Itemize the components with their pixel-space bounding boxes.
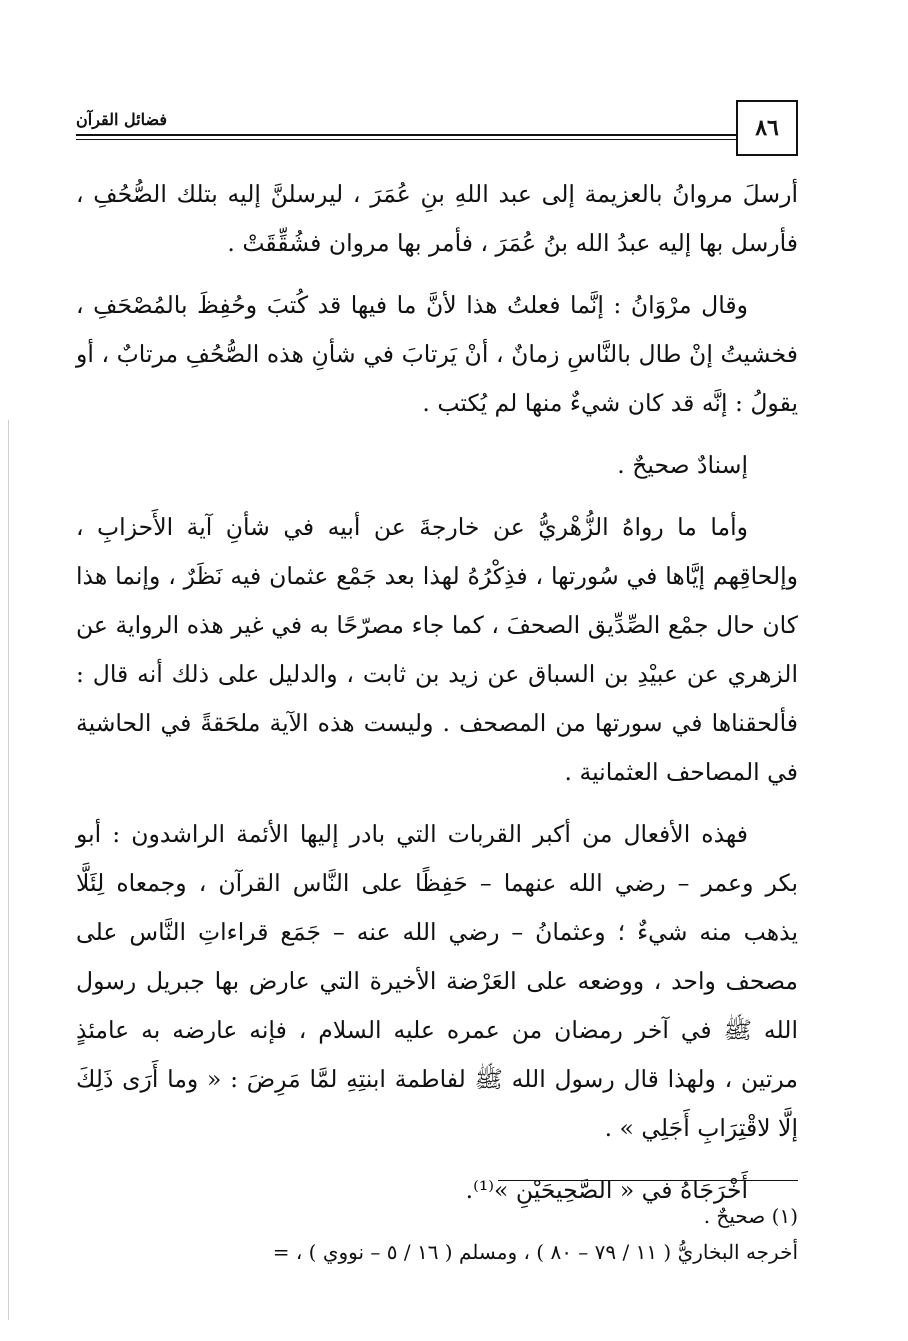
paragraph-5: فهذه الأفعال من أكبر القربات التي بادر إليها الأئمة الراشدون : أبو بكر وعمر – رضي الله عنهما – حَفِظًا على النَّاس القرآن ، وجمعاه لِئَلَّا يذهب منه شيءٌ ؛ وعثمانُ – رضي الله عنه – جَمَع قراءاتِ النَّاس على مصحف واحد ، ووضعه على العَرْضة الأخيرة التي عارض بها جبريل رسول الله ﷺ في آخر رمضان من عمره عليه السلام ، فإنه عارضه به عامئذٍ مرتين ، ولهذا قال رسول الله ﷺ لفاطمة ابنتِهِ لمَّا مَرِضَ : « وما أَرَى ذَلِكَ إلَّا لاقْتِرَابِ أَجَلِي » . [76, 820, 798, 1142]
paragraph-3: إسنادٌ صحيحٌ . [617, 451, 748, 479]
footnote-1-text: أخرجه البخاريُّ ( ١١ / ٧٩ – ٨٠ ) ، ومسلم ( ١٦ / ٥ – نووي ) ، = [272, 1240, 798, 1264]
body-text [76, 170, 798, 1228]
paragraph-6: أَخْرَجَاهُ في « الصَّحِيحَيْنِ »⁽¹⁾. [465, 1176, 748, 1204]
footnote-1-label: (١) صحيحٌ . [703, 1204, 798, 1228]
header-rule-thin [76, 139, 736, 140]
page-header [76, 100, 798, 160]
scan-margin-line [8, 420, 9, 1320]
paragraph-4: وأما ما رواهُ الزُّهْريُّ عن خارجةَ عن أبيه في شأنِ آية الأَحزابِ ، وإلحاقِهم إيَّاها في سُورتها ، فذِكْرُهُ لهذا بعد جَمْع عثمان فيه نَظَرٌ ، وإنما هذا كان حال جمْع الصِّدِّيق الصحفَ ، كما جاء مصرّحًا به في غير هذه الرواية عن الزهري عن عبيْدِ بن السباق عن زيد بن ثابت ، والدليل على ذلك أنه قال : فألحقناها في سورتها من المصحف . وليست هذه الآية ملحَقةً في الحاشية في المصاحف العثمانية . [76, 513, 798, 786]
paragraph-2: وقال مرْوَانُ : إنَّما فعلتُ هذا لأنَّ ما فيها قد كُتبَ وحُفِظَ بالمُصْحَفِ ، فخشيتُ إنْ طال بالنَّاسِ زمانٌ ، أنْ يَرتابَ في شأنِ هذه الصُّحُفِ مرتابٌ ، أو يقولُ : إنَّه قد كان شيءٌ منها لم يُكتب . [76, 291, 798, 417]
footnotes [76, 1198, 798, 1270]
book-title: فضائل القرآن [76, 110, 167, 129]
page-number: ٨٦ [736, 100, 798, 156]
paragraph-1: أرسلَ مروانُ بالعزيمة إلى عبد اللهِ بنِ عُمَرَ ، ليرسلنَّ إليه بتلك الصُّحُفِ ، فأرسل بها إليه عبدُ الله بنُ عُمَرَ ، فأمر بها مروان فشُقِّقَتْ . [76, 180, 798, 257]
footnote-divider [498, 1180, 798, 1181]
header-rule [76, 134, 736, 136]
